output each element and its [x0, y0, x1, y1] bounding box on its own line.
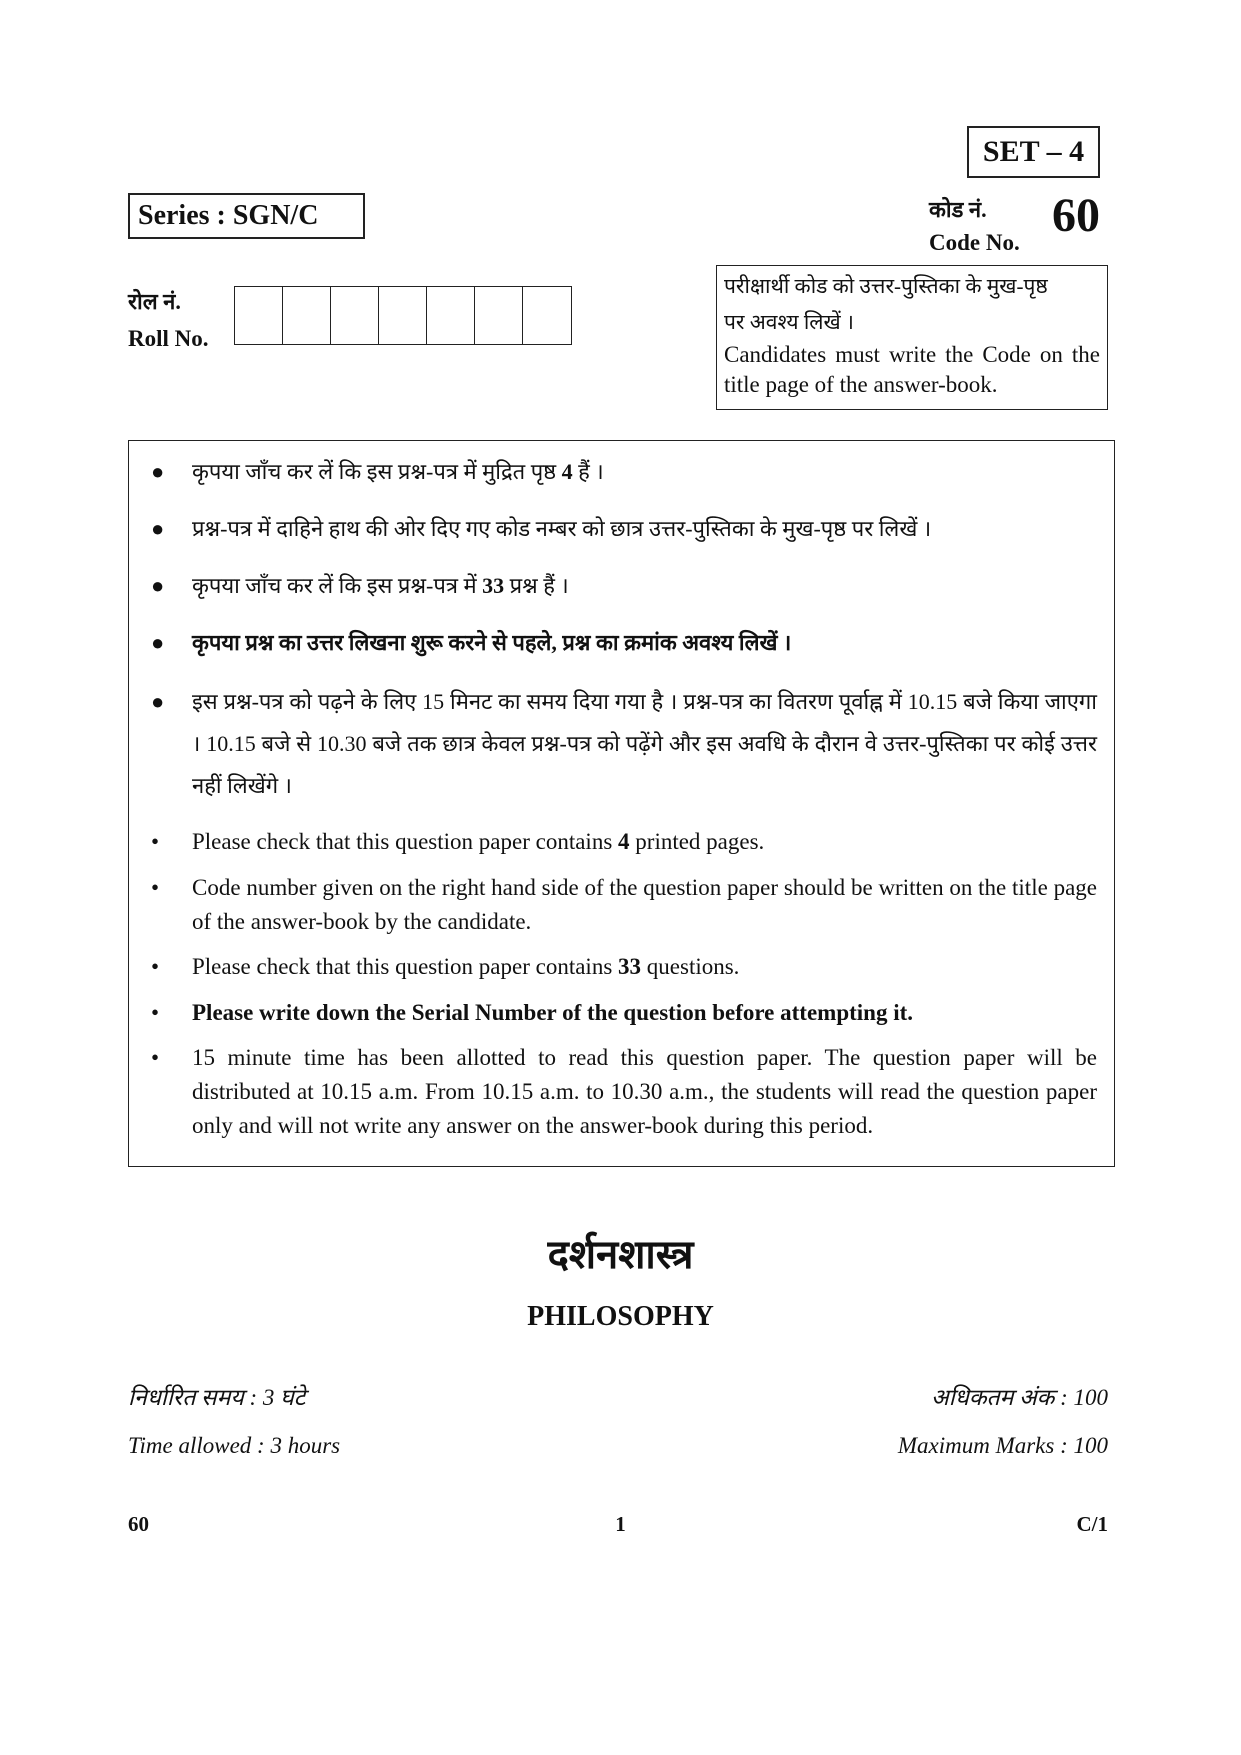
bullet-icon: ● — [151, 573, 165, 598]
bullet-icon: ● — [151, 516, 165, 541]
set-label: SET – 4 — [967, 126, 1100, 178]
roll-number-cell[interactable] — [283, 287, 331, 344]
roll-label-hindi: रोल नं. — [128, 289, 181, 314]
instruction-text: कृपया प्रश्न का उत्तर लिखना शुरू करने से पहले, प्रश्न का क्रमांक अवश्य लिखें । — [192, 630, 792, 655]
candidate-note-english: Candidates must write the Code on the title page of the answer-book. — [724, 342, 1100, 397]
instructions-box — [128, 440, 1115, 1167]
roll-number-cell[interactable] — [475, 287, 523, 344]
bullet-icon: • — [151, 1045, 160, 1070]
bullet-icon: • — [151, 1000, 160, 1025]
instruction-text: Code number given on the right hand side of the question paper should be written on the title page of the answer-book by the candidate. — [192, 875, 1097, 934]
instruction-text: 15 minute time has been allotted to read this question paper. The question paper will be distributed at 10.15 a.m. From 10.15 a.m. to 10.30 a.m., the students will read the question paper only and will not write any answer on the answer-book during this period. — [192, 1045, 1097, 1138]
instruction-text: Please check that this question paper contains — [192, 954, 619, 979]
roll-number-cell[interactable] — [523, 287, 571, 344]
instruction-text: questions. — [641, 954, 740, 979]
instruction-text: इस प्रश्न-पत्र को पढ़ने के लिए 15 मिनट का समय दिया गया है । प्रश्न-पत्र का वितरण पूर्वाह्न में 10.15 बजे किया जाएगा । 10.15 बजे से 10.30 बजे तक छात्र केवल प्रश्न-पत्र को पढ़ेंगे और इस अवधि के दौरान वे उत्तर-पुस्तिका पर कोई उत्तर नहीं लिखेंगे । — [192, 689, 1097, 798]
bullet-icon: ● — [151, 630, 165, 655]
roll-label: Roll No. — [128, 326, 209, 351]
code-label-hindi: कोड नं. — [929, 197, 987, 222]
bullet-icon: • — [151, 954, 160, 979]
instruction-text: प्रश्न-पत्र में दाहिने हाथ की ओर दिए गए कोड नम्बर को छात्र उत्तर-पुस्तिका के मुख-पृष्ठ पर लिखें । — [192, 516, 932, 541]
subject-title-hindi: दर्शनशास्त्र — [547, 1232, 694, 1277]
instruction-text: printed pages. — [629, 829, 765, 854]
roll-number-cell[interactable] — [427, 287, 475, 344]
footer-version: C/1 — [1076, 1512, 1108, 1536]
instruction-text: हैं । — [572, 459, 604, 484]
time-allowed-hindi: निर्धारित समय : 3 घंटे — [128, 1385, 306, 1410]
code-label: Code No. — [929, 230, 1020, 255]
series-label: Series : SGN/C — [128, 193, 365, 239]
candidate-note-hindi-line-1: परीक्षार्थी कोड को उत्तर-पुस्तिका के मुख-पृष्ठ — [724, 274, 1048, 298]
subject-title: PHILOSOPHY — [527, 1301, 714, 1332]
instruction-number: 4 — [618, 829, 630, 854]
instruction-text: प्रश्न हैं । — [504, 573, 569, 598]
instruction-text: Please check that this question paper contains — [192, 829, 619, 854]
roll-number-cell[interactable] — [379, 287, 427, 344]
candidate-note-hindi-line-2: पर अवश्य लिखें । — [724, 310, 854, 334]
maximum-marks: Maximum Marks : 100 — [897, 1433, 1108, 1458]
bullet-icon: • — [151, 829, 160, 854]
bullet-icon: • — [151, 875, 160, 900]
roll-number-cell[interactable] — [235, 287, 283, 344]
footer-code: 60 — [128, 1512, 149, 1536]
page-number: 1 — [615, 1512, 626, 1536]
roll-number-cell[interactable] — [331, 287, 379, 344]
instruction-text: कृपया जाँच कर लें कि इस प्रश्न-पत्र में मुद्रित पृष्ठ — [192, 459, 562, 484]
instruction-text: कृपया जाँच कर लें कि इस प्रश्न-पत्र में — [192, 573, 483, 598]
instruction-number: 33 — [618, 954, 642, 979]
maximum-marks-hindi: अधिकतम अंक : 100 — [931, 1385, 1108, 1410]
code-number: 60 — [1052, 189, 1100, 242]
instruction-text: Please write down the Serial Number of the question before attempting it. — [192, 1000, 914, 1025]
instruction-number: 33 — [482, 573, 505, 598]
bullet-icon: ● — [151, 689, 165, 714]
candidate-note — [716, 265, 1108, 410]
roll-number-boxes[interactable] — [234, 286, 572, 345]
instruction-number: 4 — [561, 459, 573, 484]
bullet-icon: ● — [151, 459, 165, 484]
time-allowed: Time allowed : 3 hours — [128, 1433, 341, 1458]
